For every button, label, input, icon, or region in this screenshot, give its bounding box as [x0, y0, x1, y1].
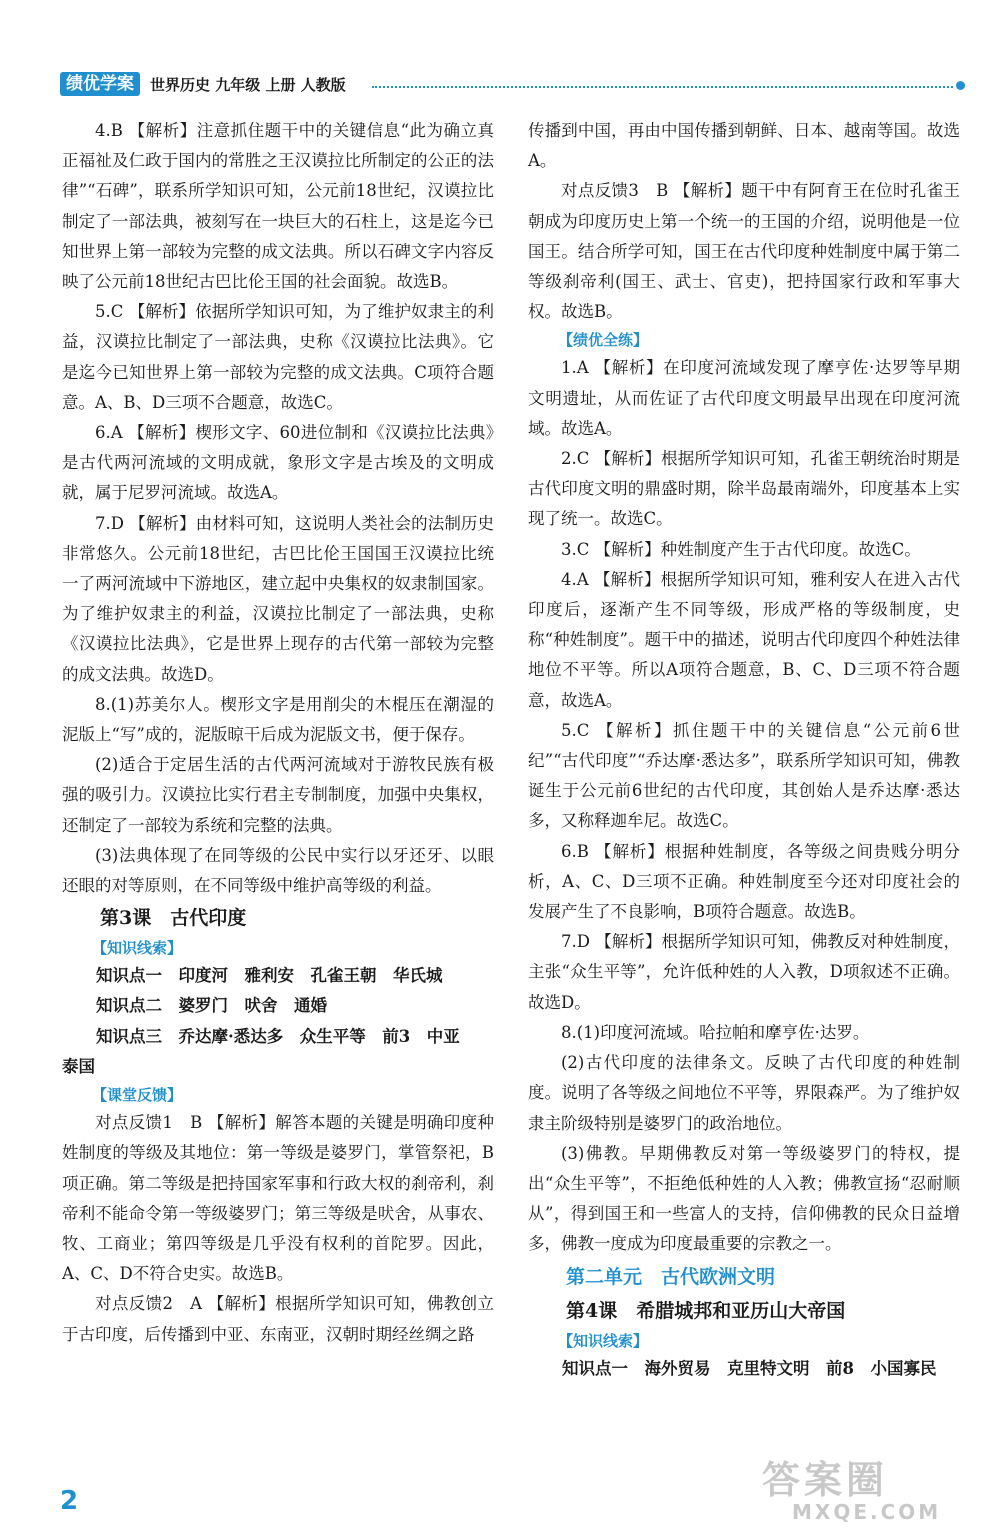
section-knowledge-clues: 【知识线索】 [92, 939, 183, 958]
knowledge-point-3-cont: 泰国 [62, 1056, 95, 1076]
watermark-text: 答案圈 [762, 1458, 889, 1502]
knowledge-point-1-lesson-4: 知识点一 海外贸易 克里特文明 前8 小国寡民 [562, 1358, 937, 1378]
watermark-logo [762, 1460, 982, 1528]
right-column [528, 116, 960, 1384]
practice-answer-3: 3.C 【解析】种姓制度产生于古代印度。故选C。 [561, 539, 921, 559]
feedback-1: 对点反馈1 B 【解析】解答本题的关键是明确印度种姓制度的等级及其地位：第一等级是婆罗门，掌管祭祀，B项正确。第二等级是把持国家军事和行政大权的刹帝利，刹帝利不能命令第一等级婆罗门；第三等级是吠舍，从事农、牧、工商业；第四等级是几乎没有权利的首陀罗。因此，A、C、D不符合史实。故选B。 [62, 1113, 494, 1284]
practice-answer-1: 1.A 【解析】在印度河流域发现了摩亨佐·达罗等早期文明遗址，从而佐证了古代印度文明最早出现在印度河流域。故选A。 [528, 358, 960, 438]
practice-answer-4: 4.A 【解析】根据所学知识可知，雅利安人在进入古代印度后，逐渐产生不同等级，形成严格的等级制度，史称“种姓制度”。题干中的描述，说明古代印度四个种姓法律地位不平等。所以A项符合题意，B、C、D三项不符合题意，故选A。 [528, 569, 960, 710]
practice-answer-8-part-1: 8.(1)印度河流域。哈拉帕和摩亨佐·达罗。 [561, 1022, 870, 1042]
page-header [60, 72, 965, 98]
answer-8-part-2: (2)适合于定居生活的古代两河流域对于游牧民族有极强的吸引力。汉谟拉比实行君主专制制度，加强中央集权，还制定了一部较为系统和完整的法典。 [62, 755, 494, 835]
knowledge-point-2: 知识点二 婆罗门 吠舍 通婚 [96, 996, 327, 1016]
left-column [62, 116, 494, 1350]
answer-7: 7.D 【解析】由材料可知，这说明人类社会的法制历史非常悠久。公元前18世纪，古巴比伦王国国王汉谟拉比统一了两河流域中下游地区，建立起中央集权的奴隶制国家。为了维护奴隶主的利益，汉谟拉比制定了一部法典，史称《汉谟拉比法典》，它是世界上现存的古代第一部较为完整的成文法典。故选D。 [62, 513, 494, 684]
knowledge-point-1: 知识点一 印度河 雅利安 孔雀王朝 华氏城 [96, 966, 443, 986]
practice-answer-8-part-2: (2)古代印度的法律条文。反映了古代印度的种姓制度。说明了各等级之间地位不平等，界限森严。为了维护奴隶主阶级特别是婆罗门的政治地位。 [528, 1053, 960, 1133]
book-logo: 绩优学案 [60, 72, 140, 96]
unit-2-title: 第二单元 古代欧洲文明 [566, 1265, 776, 1288]
practice-answer-6: 6.B 【解析】根据种姓制度，各等级之间贵贱分明分析，A、C、D三项不正确。种姓制度至今还对印度社会的发展产生了不良影响，B项符合题意。故选B。 [528, 841, 960, 922]
watermark-url: MXQE.COM [792, 1500, 942, 1524]
answer-5: 5.C 【解析】依据所学知识可知，为了维护奴隶主的利益，汉谟拉比制定了一部法典，史称《汉谟拉比法典》。它是迄今已知世界上第一部较为完整的成文法典。C项符合题意。A、B、D三项不合题意，故选C。 [62, 302, 494, 412]
header-dotted-rule [372, 86, 953, 88]
header-subtitle: 世界历史 九年级 上册 人教版 [150, 76, 346, 94]
lesson-3-title: 第3课 古代印度 [100, 907, 247, 930]
section-class-feedback: 【课堂反馈】 [92, 1086, 183, 1105]
lesson-4-title: 第4课 希腊城邦和亚历山大帝国 [566, 1299, 846, 1322]
feedback-2-cont: 传播到中国，再由中国传播到朝鲜、日本、越南等国。故选A。 [528, 121, 960, 171]
practice-answer-2: 2.C 【解析】根据所学知识可知，孔雀王朝统治时期是古代印度文明的鼎盛时期，除半岛最南端外，印度基本上实现了统一。故选C。 [528, 449, 960, 529]
page-number: 2 [60, 1486, 79, 1516]
practice-answer-8-part-3: (3)佛教。早期佛教反对第一等级婆罗门的特权，提出“众生平等”，不拒绝低种姓的人入教；佛教宣扬“忍耐顺从”，得到国王和一些富人的支持，信仰佛教的民众日益增多，佛教一度成为印度最重要的宗教之一。 [528, 1143, 960, 1254]
answer-6: 6.A 【解析】楔形文字、60进位制和《汉谟拉比法典》是古代两河流域的文明成就，象形文字是古埃及的文明成就，属于尼罗河流域。故选A。 [62, 423, 494, 503]
section-knowledge-clues-2: 【知识线索】 [558, 1331, 649, 1350]
answer-8-part-3: (3)法典体现了在同等级的公民中实行以牙还牙、以眼还眼的对等原则，在不同等级中维护高等级的利益。 [62, 845, 494, 896]
knowledge-point-3: 知识点三 乔达摩·悉达多 众生平等 前3 中亚 [96, 1026, 460, 1046]
practice-answer-5: 5.C 【解析】抓住题干中的关键信息“公元前6世纪”“古代印度”“乔达摩·悉达多”，联系所学知识可知，佛教诞生于公元前6世纪的古代印度，其创始人是乔达摩·悉达多，又称释迦牟尼。故选C。 [528, 720, 960, 831]
practice-answer-7: 7.D 【解析】根据所学知识可知，佛教反对种姓制度，主张“众生平等”，允许低种姓的人入教，D项叙述不正确。故选D。 [528, 932, 960, 1012]
feedback-3: 对点反馈3 B 【解析】题干中有阿育王在位时孔雀王朝成为印度历史上第一个统一的王国的介绍，说明他是一位国王。结合所学可知，国王在古代印度种姓制度中属于第二等级刹帝利(国王、武士、官吏)，把持国家行政和军事大权。故选B。 [528, 181, 960, 322]
answer-4: 4.B 【解析】注意抓住题干中的关键信息“此为确立真正福祉及仁政于国内的常胜之王汉谟拉比所制定的公正的法律”“石碑”，联系所学知识可知，公元前18世纪，汉谟拉比制定了一部法典，被刻写在一块巨大的石柱上，这是迄今已知世界上第一部较为完整的成文法典。所以石碑文字内容反映了公元前18世纪古巴比伦王国的社会面貌。故选B。 [62, 121, 494, 292]
header-dot [956, 81, 965, 90]
section-full-practice: 【绩优全练】 [558, 331, 649, 350]
feedback-2: 对点反馈2 A 【解析】根据所学知识可知，佛教创立于古印度，后传播到中亚、东南亚，汉朝时期经丝绸之路 [62, 1294, 494, 1344]
answer-8-part-1: 8.(1)苏美尔人。楔形文字是用削尖的木棍压在潮湿的泥版上“写”成的，泥版晾干后成为泥版文书，便于保存。 [62, 694, 494, 745]
